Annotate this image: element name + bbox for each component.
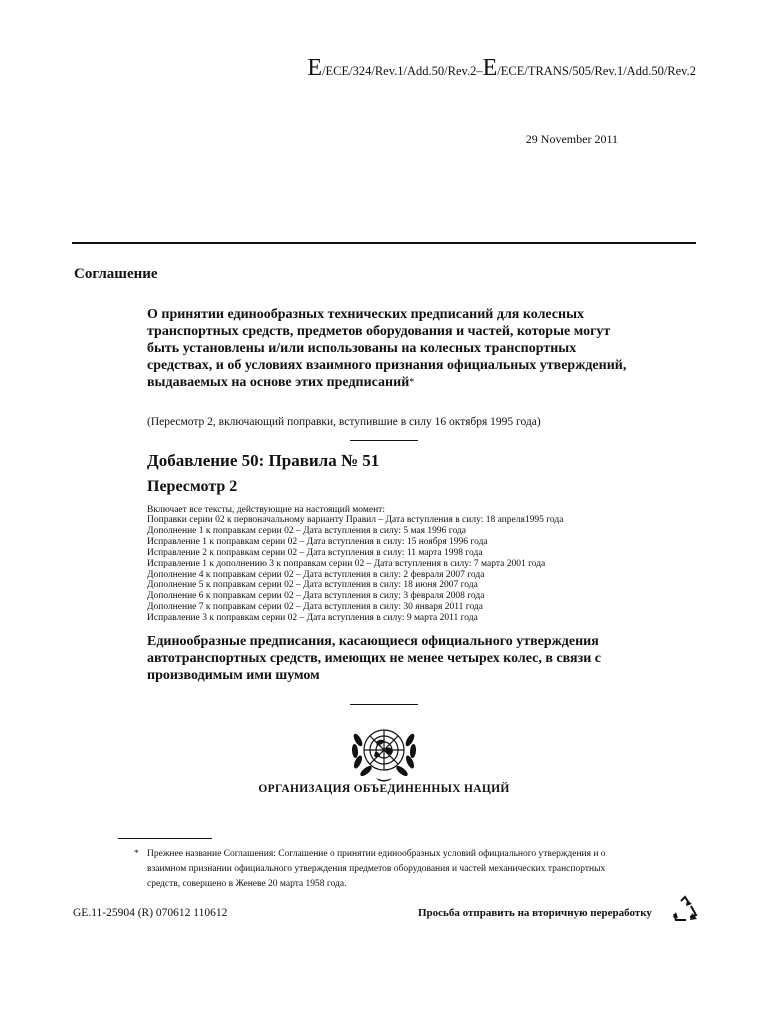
separator-line: [350, 440, 418, 441]
amendment-item: Исправление 2 к поправкам серии 02 – Дата вступления в силу: 11 марта 1998 года: [147, 547, 483, 558]
footnote-rule: [118, 838, 212, 839]
symbol-part-2: /ECE/TRANS/505/Rev.1/Add.50/Rev.2: [497, 64, 696, 78]
amendment-item: Поправки серии 02 к первоначальному варианту Правил – Дата вступления в силу: 18 апреля1995 года: [147, 515, 564, 525]
header-rule: [72, 242, 696, 244]
amendments-list: [147, 515, 563, 624]
agreement-title: [147, 306, 637, 391]
agreement-title-text: О принятии единообразных технических предписаний для колесных транспортных средств, предметов оборудования и частей, которые могут быть установлены и/или использованы на колесных транспортных средствах, и об условиях взаимного признания официальных утверждений, выдаваемых на основе этих предписаний: [147, 307, 627, 390]
recycle-text: Просьба отправить на вторичную переработку: [418, 907, 652, 919]
amendment-item: Исправление 3 к поправкам серии 02 – Дата вступления в силу: 9 марта 2011 года: [147, 613, 478, 624]
revision-heading: Пересмотр 2: [147, 478, 238, 495]
amendment-item: Исправление 1 к дополнению 3 к поправкам серии 02 – Дата вступления в силу: 7 марта 2001 года: [147, 558, 546, 569]
amendment-item: Исправление 1 к поправкам серии 02 – Дата вступления в силу: 15 ноября 1996 года: [147, 536, 488, 547]
amendment-item: Дополнение 6 к поправкам серии 02 – Дата вступления в силу: 3 февраля 2008 года: [147, 591, 485, 602]
amendment-item: Дополнение 5 к поправкам серии 02 – Дата вступления в силу: 18 июня 2007 года: [147, 580, 478, 591]
symbol-part-1: /ECE/324/Rev.1/Add.50/Rev.2: [322, 64, 477, 78]
agreement-title-footnote-mark: *: [409, 377, 415, 388]
regulation-title: Единообразные предписания, касающиеся официального утверждения автотранспортных средств, имеющих не менее четырех колес, в связи с производимым ими шумом: [147, 634, 601, 683]
document-symbol: [307, 55, 696, 81]
document-date: 29 November 2011: [525, 132, 618, 146]
amendment-item: Дополнение 7 к поправкам серии 02 – Дата вступления в силу: 30 января 2011 года: [147, 602, 483, 613]
symbol-letter-1: E: [307, 55, 323, 81]
revision-note: (Пересмотр 2, включающий поправки, вступившие в силу 16 октября 1995 года): [147, 416, 541, 428]
recycle-icon: [670, 895, 700, 923]
footnote-text: Прежнее название Соглашения: Соглашение о принятии единообразных условий официального утверждения и о взаимном признании официального утверждения предметов оборудования и частей механических транспортных средств, совершено в Женеве 20 марта 1958 года.: [147, 849, 606, 889]
symbol-letter-2: E: [482, 55, 498, 81]
un-emblem-icon: [346, 720, 422, 784]
agreement-heading: Соглашение: [74, 266, 158, 282]
amendment-item: Дополнение 4 к поправкам серии 02 – Дата вступления в силу: 2 февраля 2007 года: [147, 569, 485, 580]
footnote-mark: *: [134, 849, 139, 859]
amendment-item: Дополнение 1 к поправкам серии 02 – Дата вступления в силу: 5 мая 1996 года: [147, 525, 466, 536]
texts-intro: Включает все тексты, действующие на настоящий момент:: [147, 505, 385, 515]
organization-name: ОРГАНИЗАЦИЯ ОБЪЕДИНЕННЫХ НАЦИЙ: [258, 783, 510, 795]
document-code: GE.11-25904 (R) 070612 110612: [73, 907, 228, 919]
separator-line: [350, 704, 418, 705]
addendum-heading: Добавление 50: Правила № 51: [147, 451, 380, 470]
symbol-dash: –: [476, 64, 483, 78]
